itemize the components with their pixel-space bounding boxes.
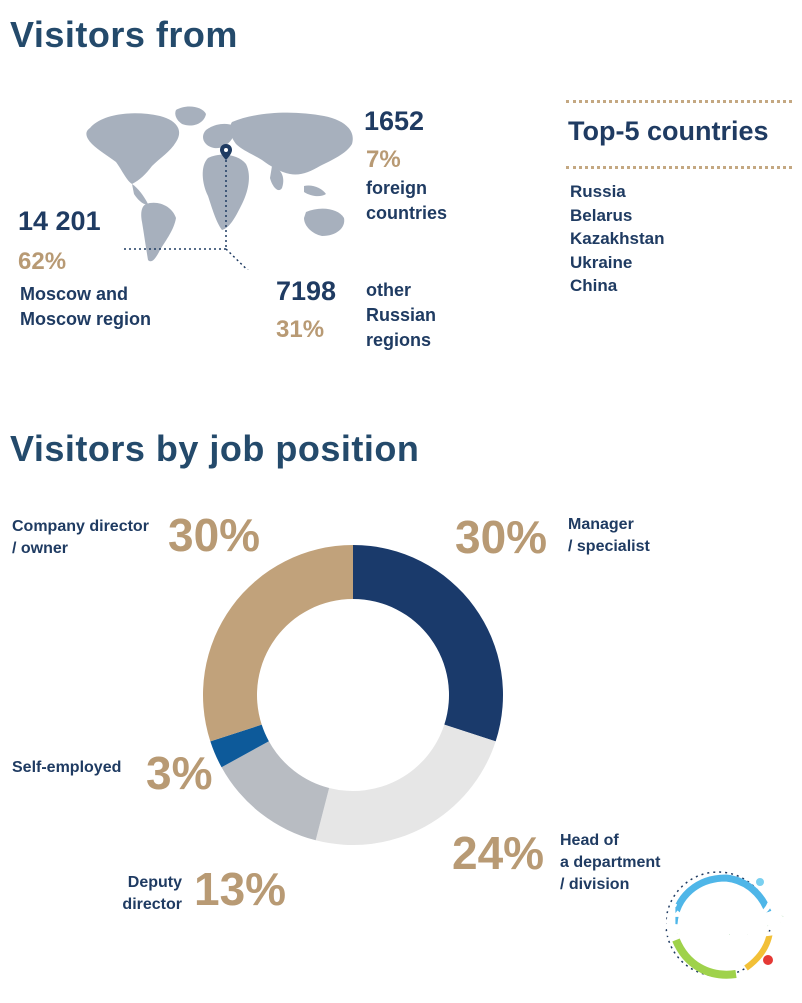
regions-count: 7198 (276, 276, 337, 306)
pct-manager: 30% (455, 511, 548, 563)
job-position-donut-chart (193, 545, 513, 845)
logo-text: 世界展会 (646, 903, 788, 942)
moscow-label: Moscow and Moscow region (20, 284, 152, 329)
label-head-of-department: Head of a department / division (560, 832, 661, 893)
top5-divider-bottom (566, 166, 792, 169)
top5-divider-top (566, 100, 792, 103)
pct-company-director: 30% (168, 509, 261, 561)
top5-title: Top-5 countries (568, 116, 769, 146)
moscow-pct: 62% (18, 248, 67, 275)
pct-head-of-department: 24% (452, 827, 545, 879)
top5-list (570, 180, 664, 298)
top5-item: Kazakhstan (570, 229, 665, 248)
regions-pct: 31% (276, 316, 325, 343)
donut-slice-company-director-owner (203, 545, 353, 741)
visitors-from-title: Visitors from (10, 14, 238, 55)
exhibition-logo-icon (636, 856, 798, 990)
regions-label: other Russian regions (366, 280, 437, 350)
label-company-director: Company director / owner (12, 518, 149, 557)
moscow-count: 14 201 (18, 206, 101, 236)
top5-item: China (570, 276, 618, 295)
foreign-label: foreign countries (366, 178, 448, 223)
world-map-icon (72, 100, 362, 270)
pct-deputy-director: 13% (194, 863, 287, 915)
label-self-employed: Self-employed (12, 759, 122, 776)
pct-self-employed: 3% (146, 747, 213, 799)
top5-item: Russia (570, 182, 626, 201)
donut-slice-manager-specialist (353, 545, 503, 741)
label-manager: Manager / specialist (568, 516, 650, 555)
foreign-count: 1652 (364, 106, 425, 136)
top5-item: Belarus (570, 205, 633, 225)
foreign-pct: 7% (366, 146, 401, 173)
job-position-title: Visitors by job position (10, 428, 420, 469)
top5-item: Ukraine (570, 252, 633, 272)
label-deputy-director: Deputy director (122, 874, 182, 913)
